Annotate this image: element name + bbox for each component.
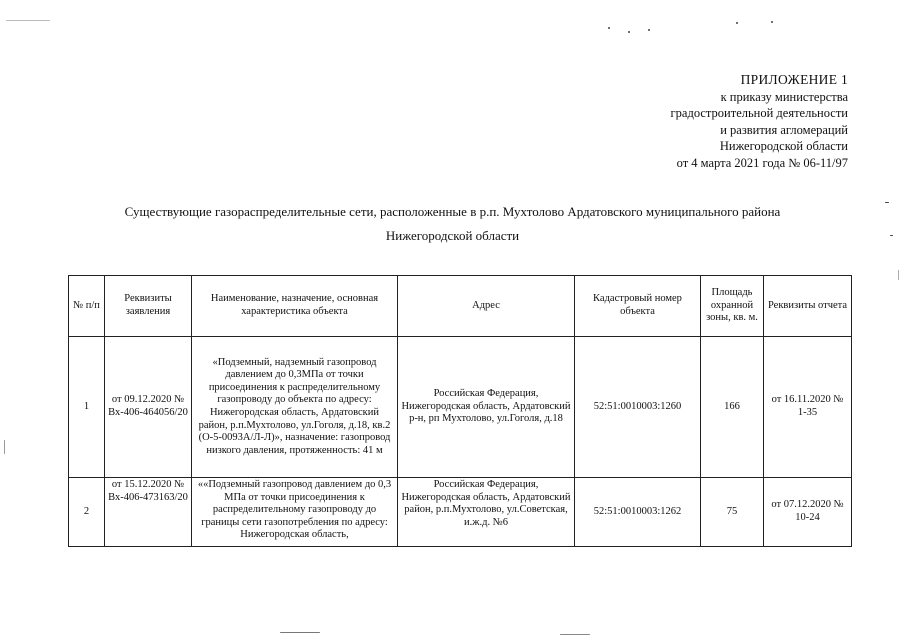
document-title-line-1: Существующие газораспределительные сети, расположенные в р.п. Мухтолово Ардатовского муниципального района <box>124 204 781 219</box>
table-header-row <box>69 276 852 337</box>
header-application: Реквизиты заявления <box>105 276 192 337</box>
header-name: Наименование, назначение, основная характеристика объекта <box>192 276 398 337</box>
gas-network-table <box>68 275 852 547</box>
header-address: Адрес <box>398 276 575 337</box>
appendix-line: Нижегородской области <box>719 139 848 153</box>
document-title-line-2: Нижегородской области <box>385 228 520 243</box>
cell-report: от 16.11.2020 № 1-35 <box>764 337 852 478</box>
header-num: № п/п <box>69 276 105 337</box>
appendix-line: от 4 марта 2021 года № 06-11/97 <box>676 155 848 170</box>
cell-num: 1 <box>69 337 105 478</box>
appendix-line: градостроительной деятельности <box>670 106 848 120</box>
cell-name: ««Подземный газопровод давлением до 0,3 МПа от точки присоединения к распределительному газопроводу до границы сети газопотребления по адресу: Нижегородская область, <box>192 478 398 547</box>
appendix-header <box>671 72 848 171</box>
table-row <box>69 337 852 478</box>
cell-name: «Подземный, надземный газопровод давлением до 0,3МПа от точки присоединения к распределительному газопроводу до объекта по адресу: Нижегородская область, Ардатовский район, р.п.Мухтолово, ул.Гоголя, д.18, кв.2 (О-5-0093А/Л-Л)», назначение: газопровод низкого давления, протяженность: 41 м <box>192 337 398 478</box>
header-area: Площадь охранной зоны, кв. м. <box>701 276 764 337</box>
table-row <box>69 478 852 547</box>
cell-address: Российская Федерация, Нижегородская область, Ардатовский р-н, рп Мухтолово, ул.Гоголя, д.18 <box>398 337 575 478</box>
appendix-line: и развития агломераций <box>720 122 848 137</box>
header-report: Реквизиты отчета <box>764 276 852 337</box>
cell-application: от 15.12.2020 № Вх-406-473163/20 <box>105 478 192 547</box>
cell-area: 75 <box>701 478 764 547</box>
cell-cadastral: 52:51:0010003:1262 <box>575 478 701 547</box>
cell-num: 2 <box>69 478 105 547</box>
appendix-line: к приказу министерства <box>720 89 848 104</box>
cell-cadastral: 52:51:0010003:1260 <box>575 337 701 478</box>
cell-address: Российская Федерация, Нижегородская область, Ардатовский район, р.п.Мухтолово, ул.Советская, и.ж.д. №6 <box>398 478 575 547</box>
appendix-title: ПРИЛОЖЕНИЕ 1 <box>740 72 848 87</box>
header-cadastral: Кадастровый номер объекта <box>575 276 701 337</box>
cell-area: 166 <box>701 337 764 478</box>
cell-report: от 07.12.2020 № 10-24 <box>764 478 852 547</box>
cell-application: от 09.12.2020 № Вх-406-464056/20 <box>105 337 192 478</box>
